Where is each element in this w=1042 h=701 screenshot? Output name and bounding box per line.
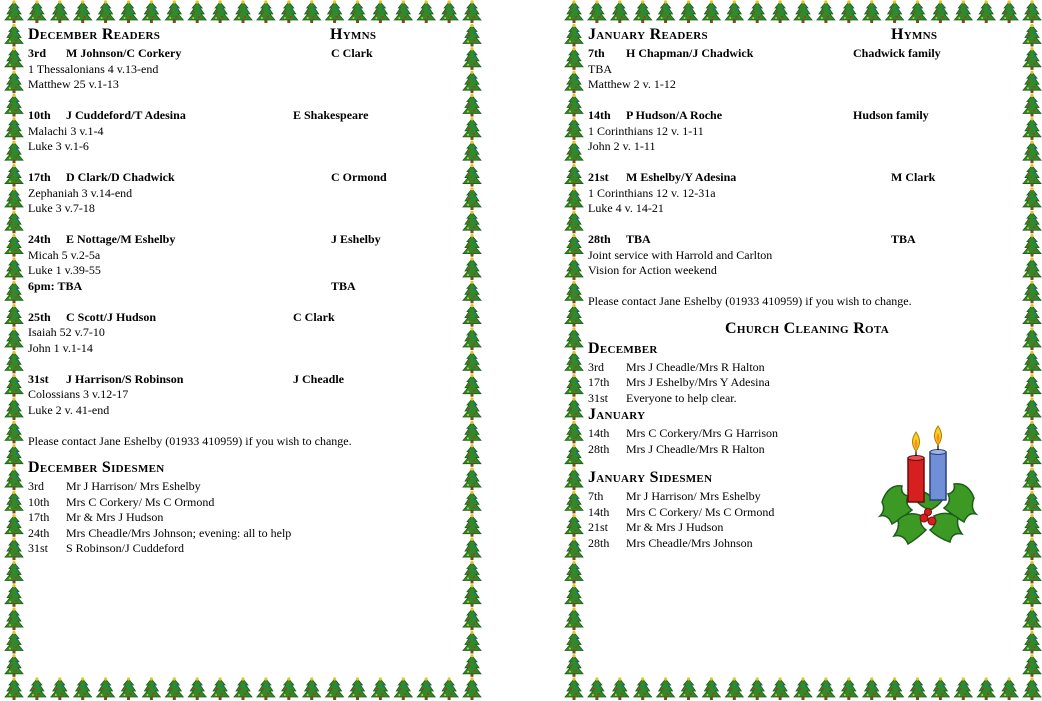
christmas-tree-icon	[771, 0, 789, 23]
christmas-tree-icon	[840, 677, 858, 700]
christmas-tree-icon	[5, 164, 23, 187]
cleaning-names: Mrs J Cheadle/Mrs R Halton	[626, 359, 765, 374]
christmas-tree-icon	[51, 677, 69, 700]
reading-entry-31st	[28, 372, 466, 419]
reading-entry-24th	[28, 232, 466, 294]
christmas-tree-icon	[565, 47, 583, 70]
christmas-tree-icon	[565, 561, 583, 584]
reading-entry-header	[28, 46, 466, 62]
christmas-tree-icon	[680, 677, 698, 700]
christmas-tree-icon	[634, 0, 652, 23]
sidesmen-date: 21st	[588, 520, 609, 534]
reading-entry-header	[588, 108, 1026, 124]
christmas-tree-icon	[440, 0, 458, 23]
sidesmen-names: Mr J Harrison/ Mrs Eshelby	[626, 489, 761, 503]
entry-readers: J Harrison/S Robinson	[66, 371, 184, 386]
christmas-tree-icon	[97, 0, 115, 23]
christmas-tree-icon	[565, 397, 583, 420]
christmas-tree-icon	[5, 257, 23, 280]
christmas-tree-icon	[211, 0, 229, 23]
christmas-tree-icon	[5, 491, 23, 514]
christmas-tree-icon	[326, 677, 344, 700]
christmas-tree-icon	[326, 0, 344, 23]
evening-label: 6pm: TBA	[28, 278, 83, 293]
left-page	[4, 0, 482, 701]
entry-hymns: TBA	[891, 232, 916, 246]
christmas-tree-icon	[702, 677, 720, 700]
christmas-tree-icon	[886, 677, 904, 700]
cleaning-january-header	[588, 406, 1026, 426]
cleaning-date: 28th	[588, 441, 610, 456]
christmas-tree-icon	[5, 654, 23, 677]
december-readers-header	[28, 26, 466, 46]
christmas-tree-icon	[565, 491, 583, 514]
christmas-tree-icon	[680, 0, 698, 23]
entry-readers: P Hudson/A Roche	[626, 108, 723, 122]
christmas-tree-icon	[5, 117, 23, 140]
christmas-tree-icon	[5, 397, 23, 420]
christmas-tree-icon	[954, 677, 972, 700]
christmas-tree-icon	[5, 584, 23, 607]
entry-readers: C Scott/J Hudson	[66, 309, 157, 324]
entry-reading: 1 Thessalonians 4 v.13-end	[28, 61, 159, 76]
cleaning-names: Everyone to help clear.	[626, 390, 737, 405]
left-content	[28, 26, 466, 557]
cleaning-row	[588, 360, 1026, 376]
evening-hymns: TBA	[331, 278, 356, 293]
december-sidesmen-header	[28, 459, 466, 479]
entry-date: 21st	[588, 170, 609, 184]
entry-reading: John 1 v.1-14	[28, 340, 93, 355]
christmas-tree-icon	[725, 0, 743, 23]
christmas-tree-icon	[120, 0, 138, 23]
christmas-tree-icon	[977, 677, 995, 700]
entry-date: 17th	[28, 170, 51, 184]
sidesmen-names: Mrs C Corkery/ Ms C Ormond	[66, 494, 215, 509]
christmas-tree-icon	[74, 0, 92, 23]
sidesmen-date: 14th	[588, 504, 610, 519]
entry-hymns: C Clark	[293, 309, 335, 324]
christmas-tree-icon	[5, 514, 23, 537]
christmas-tree-icon	[280, 0, 298, 23]
christmas-tree-icon	[97, 677, 115, 700]
christmas-tree-icon	[931, 0, 949, 23]
christmas-tree-icon	[657, 0, 675, 23]
christmas-tree-icon	[794, 677, 812, 700]
sidesmen-date: 7th	[588, 489, 604, 503]
christmas-tree-icon	[794, 0, 812, 23]
christmas-tree-icon	[565, 187, 583, 210]
christmas-tree-icon	[5, 71, 23, 94]
christmas-tree-icon	[371, 677, 389, 700]
cleaning-date: 17th	[588, 375, 610, 389]
entry-hymns: J Cheadle	[293, 371, 344, 386]
sidesmen-names: Mrs Cheadle/Mrs Johnson; evening: all to help	[66, 525, 292, 540]
christmas-tree-icon	[463, 561, 481, 584]
christmas-tree-icon	[1023, 584, 1041, 607]
christmas-tree-icon	[1023, 654, 1041, 677]
christmas-tree-icon	[565, 608, 583, 631]
christmas-tree-icon	[1000, 0, 1018, 23]
christmas-tree-icon	[817, 677, 835, 700]
entry-hymns: Chadwick family	[853, 46, 941, 60]
christmas-tree-icon	[463, 608, 481, 631]
reading-entry-header	[28, 310, 466, 326]
christmas-tree-icon	[5, 374, 23, 397]
christmas-tree-icon	[565, 164, 583, 187]
christmas-tree-icon	[142, 677, 160, 700]
christmas-tree-icon	[611, 677, 629, 700]
christmas-tree-icon	[257, 677, 275, 700]
reading-entry-28th	[588, 232, 1026, 279]
entry-reading: Zephaniah 3 v.14-end	[28, 185, 133, 200]
christmas-tree-icon	[588, 0, 606, 23]
sidesmen-names: Mrs Cheadle/Mrs Johnson	[626, 535, 753, 550]
reading-entry-header	[28, 232, 466, 248]
christmas-tree-icon	[634, 677, 652, 700]
christmas-tree-icon	[1023, 561, 1041, 584]
entry-reading: Colossians 3 v.12-17	[28, 387, 129, 401]
christmas-tree-icon	[588, 677, 606, 700]
christmas-tree-icon	[5, 187, 23, 210]
sidesmen-names: Mr & Mrs J Hudson	[66, 510, 164, 524]
entry-hymns: C Clark	[331, 46, 373, 60]
sidesmen-row	[28, 479, 466, 495]
christmas-tree-icon	[5, 0, 23, 23]
christmas-tree-icon	[211, 677, 229, 700]
christmas-tree-icon	[565, 327, 583, 350]
christmas-tree-icon	[565, 24, 583, 47]
january-hymns-title: Hymns	[891, 26, 938, 43]
christmas-tree-icon	[840, 0, 858, 23]
entry-date: 31st	[28, 371, 49, 386]
christmas-tree-icon	[565, 281, 583, 304]
cleaning-names: Mrs J Eshelby/Mrs Y Adesina	[626, 375, 770, 389]
sidesmen-names: Mrs C Corkery/ Ms C Ormond	[626, 504, 775, 519]
christmas-tree-icon	[257, 0, 275, 23]
christmas-tree-icon	[565, 467, 583, 490]
entry-hymns: E Shakespeare	[293, 108, 369, 122]
entry-readers: H Chapman/J Chadwick	[626, 46, 754, 60]
cleaning-names: Mrs C Corkery/Mrs G Harrison	[626, 426, 778, 440]
christmas-tree-icon	[5, 94, 23, 117]
entry-reading: Luke 3 v.1-6	[28, 139, 89, 153]
christmas-tree-icon	[909, 677, 927, 700]
christmas-tree-icon	[565, 211, 583, 234]
entry-reading: Isaiah 52 v.7-10	[28, 325, 105, 339]
christmas-tree-icon	[1023, 608, 1041, 631]
entry-hymns: J Eshelby	[331, 232, 381, 246]
advent-candles-holly-icon	[878, 424, 978, 546]
christmas-tree-icon	[1023, 0, 1041, 23]
entry-readers: D Clark/D Chadwick	[66, 170, 175, 184]
christmas-tree-icon	[463, 677, 481, 700]
january-readers-header	[588, 26, 1026, 46]
entry-date: 25th	[28, 309, 51, 324]
right-page	[564, 0, 1042, 701]
reading-entry-header	[588, 46, 1026, 62]
cleaning-names: Mrs J Cheadle/Mrs R Halton	[626, 441, 765, 456]
contact-note: Please contact Jane Eshelby (01933 410959) if you wish to change.	[28, 433, 352, 448]
christmas-tree-icon	[565, 304, 583, 327]
christmas-tree-icon	[565, 421, 583, 444]
christmas-tree-icon	[565, 117, 583, 140]
christmas-tree-icon	[565, 584, 583, 607]
reading-entry-21st	[588, 170, 1026, 217]
christmas-tree-icon	[5, 47, 23, 70]
entry-hymns: M Clark	[891, 170, 936, 184]
christmas-tree-icon	[565, 141, 583, 164]
christmas-tree-icon	[5, 467, 23, 490]
cleaning-rota-title: Church Cleaning Rota	[725, 319, 889, 337]
cleaning-rota-header	[588, 320, 1026, 340]
christmas-tree-icon	[909, 0, 927, 23]
reading-entry-17th	[28, 170, 466, 217]
reading-entry-14th	[588, 108, 1026, 155]
christmas-tree-icon	[165, 0, 183, 23]
christmas-tree-icon	[954, 0, 972, 23]
entry-reading: 1 Corinthians 12 v. 12-31a	[588, 185, 716, 200]
entry-hymns: Hudson family	[853, 108, 929, 122]
entry-date: 10th	[28, 108, 51, 122]
reading-entry-header	[588, 170, 1026, 186]
christmas-tree-icon	[886, 0, 904, 23]
christmas-tree-icon	[5, 537, 23, 560]
christmas-tree-icon	[394, 677, 412, 700]
christmas-tree-icon	[28, 677, 46, 700]
christmas-tree-icon	[188, 677, 206, 700]
entry-date: 14th	[588, 108, 611, 122]
christmas-tree-icon	[5, 677, 23, 700]
christmas-tree-icon	[5, 304, 23, 327]
reading-entry-header	[28, 170, 466, 186]
christmas-tree-icon	[280, 677, 298, 700]
reading-entry-7th	[588, 46, 1026, 93]
christmas-tree-icon	[5, 281, 23, 304]
cleaning-january-title: January	[588, 406, 646, 423]
december-hymns-title: Hymns	[330, 26, 377, 43]
entry-date: 24th	[28, 232, 51, 246]
sidesmen-date: 10th	[28, 494, 50, 509]
christmas-tree-icon	[565, 514, 583, 537]
christmas-tree-icon	[1023, 631, 1041, 654]
sidesmen-date: 24th	[28, 525, 50, 540]
christmas-tree-icon	[565, 94, 583, 117]
christmas-tree-icon	[702, 0, 720, 23]
christmas-tree-icon	[349, 677, 367, 700]
sidesmen-row	[28, 495, 466, 511]
christmas-tree-icon	[188, 0, 206, 23]
christmas-tree-icon	[565, 0, 583, 23]
reading-entry-25th	[28, 310, 466, 357]
christmas-tree-icon	[977, 0, 995, 23]
christmas-tree-icon	[565, 444, 583, 467]
christmas-tree-icon	[657, 677, 675, 700]
christmas-tree-icon	[74, 677, 92, 700]
christmas-tree-icon	[5, 608, 23, 631]
christmas-tree-icon	[303, 0, 321, 23]
christmas-tree-icon	[565, 374, 583, 397]
christmas-tree-icon	[565, 654, 583, 677]
christmas-tree-icon	[863, 0, 881, 23]
christmas-tree-icon	[817, 0, 835, 23]
christmas-tree-icon	[371, 0, 389, 23]
christmas-tree-icon	[725, 677, 743, 700]
entry-date: 28th	[588, 232, 611, 246]
christmas-tree-icon	[463, 631, 481, 654]
christmas-tree-icon	[611, 0, 629, 23]
entry-reading: Micah 5 v.2-5a	[28, 247, 101, 262]
christmas-tree-icon	[565, 631, 583, 654]
evening-service-row	[28, 279, 466, 295]
christmas-tree-icon	[463, 0, 481, 23]
cleaning-date: 31st	[588, 390, 609, 405]
entry-reading: Matthew 25 v.1-13	[28, 77, 119, 91]
january-sidesmen-title: January Sidesmen	[588, 469, 713, 486]
christmas-tree-icon	[565, 257, 583, 280]
christmas-tree-icon	[5, 444, 23, 467]
entry-reading: Malachi 3 v.1-4	[28, 123, 104, 138]
christmas-tree-icon	[565, 537, 583, 560]
cleaning-row	[588, 375, 1026, 391]
entry-readers: E Nottage/M Eshelby	[66, 232, 176, 246]
christmas-tree-icon	[931, 677, 949, 700]
christmas-tree-icon	[417, 677, 435, 700]
entry-date: 3rd	[28, 46, 46, 60]
cleaning-december-title: December	[588, 339, 658, 357]
christmas-tree-icon	[440, 677, 458, 700]
entry-readers: M Johnson/C Corkery	[66, 46, 182, 60]
sidesmen-date: 3rd	[28, 479, 44, 493]
entry-reading: John 2 v. 1-11	[588, 139, 656, 153]
reading-entry-header	[588, 232, 1026, 248]
entry-reading: Vision for Action weekend	[588, 263, 717, 277]
entry-hymns: C Ormond	[331, 170, 387, 184]
sidesmen-names: Mr J Harrison/ Mrs Eshelby	[66, 479, 201, 493]
christmas-tree-icon	[303, 677, 321, 700]
reading-entry-10th	[28, 108, 466, 155]
christmas-tree-icon	[234, 0, 252, 23]
christmas-tree-icon	[5, 631, 23, 654]
entry-reading: Matthew 2 v. 1-12	[588, 77, 676, 91]
christmas-tree-icon	[5, 327, 23, 350]
christmas-tree-icon	[417, 0, 435, 23]
christmas-tree-icon	[28, 0, 46, 23]
reading-entry-3rd	[28, 46, 466, 93]
sidesmen-names: S Robinson/J Cuddeford	[66, 541, 185, 555]
christmas-tree-icon	[5, 211, 23, 234]
cleaning-row	[588, 391, 1026, 407]
christmas-tree-icon	[5, 351, 23, 374]
sidesmen-names: Mr & Mrs J Hudson	[626, 520, 724, 534]
christmas-tree-icon	[565, 677, 583, 700]
january-readers-title: January Readers	[588, 26, 708, 43]
contact-note: Please contact Jane Eshelby (01933 410959) if you wish to change.	[588, 294, 912, 308]
entry-reading: Luke 3 v.7-18	[28, 201, 95, 215]
entry-reading: Luke 4 v. 14-21	[588, 201, 664, 215]
entry-reading: Joint service with Harrold and Carlton	[588, 247, 773, 262]
entry-date: 7th	[588, 46, 605, 60]
christmas-tree-icon	[748, 0, 766, 23]
christmas-tree-icon	[234, 677, 252, 700]
sidesmen-row	[28, 510, 466, 526]
christmas-tree-icon	[120, 677, 138, 700]
december-sidesmen-list	[28, 479, 466, 557]
christmas-tree-icon	[51, 0, 69, 23]
christmas-tree-icon	[349, 0, 367, 23]
reading-entry-header	[28, 372, 466, 388]
sidesmen-date: 17th	[28, 510, 50, 524]
christmas-tree-icon	[565, 234, 583, 257]
christmas-tree-icon	[5, 24, 23, 47]
sidesmen-date: 31st	[28, 541, 49, 555]
entry-readers: TBA	[626, 232, 651, 246]
christmas-tree-icon	[142, 0, 160, 23]
christmas-tree-icon	[565, 71, 583, 94]
december-readers-title: December Readers	[28, 26, 161, 43]
christmas-tree-icon	[463, 584, 481, 607]
entry-readers: M Eshelby/Y Adesina	[626, 170, 737, 184]
cleaning-december-list	[588, 360, 1026, 407]
christmas-tree-icon	[394, 0, 412, 23]
christmas-tree-icon	[1023, 677, 1041, 700]
christmas-tree-icon	[5, 561, 23, 584]
christmas-tree-icon	[5, 141, 23, 164]
sidesmen-row	[28, 541, 466, 557]
entry-reading: Luke 2 v. 41-end	[28, 402, 110, 417]
sidesmen-row	[28, 526, 466, 542]
christmas-tree-icon	[5, 234, 23, 257]
christmas-tree-icon	[165, 677, 183, 700]
christmas-tree-icon	[463, 654, 481, 677]
cleaning-date: 14th	[588, 426, 610, 440]
christmas-tree-icon	[1000, 677, 1018, 700]
christmas-tree-icon	[748, 677, 766, 700]
christmas-tree-icon	[771, 677, 789, 700]
entry-reading: 1 Corinthians 12 v. 1-11	[588, 123, 704, 138]
cleaning-december-header	[588, 340, 1026, 360]
december-sidesmen-title: December Sidesmen	[28, 459, 165, 476]
entry-reading: TBA	[588, 61, 612, 76]
sidesmen-date: 28th	[588, 535, 610, 550]
entry-readers: J Cuddeford/T Adesina	[66, 108, 186, 122]
christmas-tree-icon	[565, 351, 583, 374]
entry-reading: Luke 1 v.39-55	[28, 263, 101, 277]
reading-entry-header	[28, 108, 466, 124]
cleaning-date: 3rd	[588, 359, 604, 374]
christmas-tree-icon	[5, 421, 23, 444]
christmas-tree-icon	[863, 677, 881, 700]
